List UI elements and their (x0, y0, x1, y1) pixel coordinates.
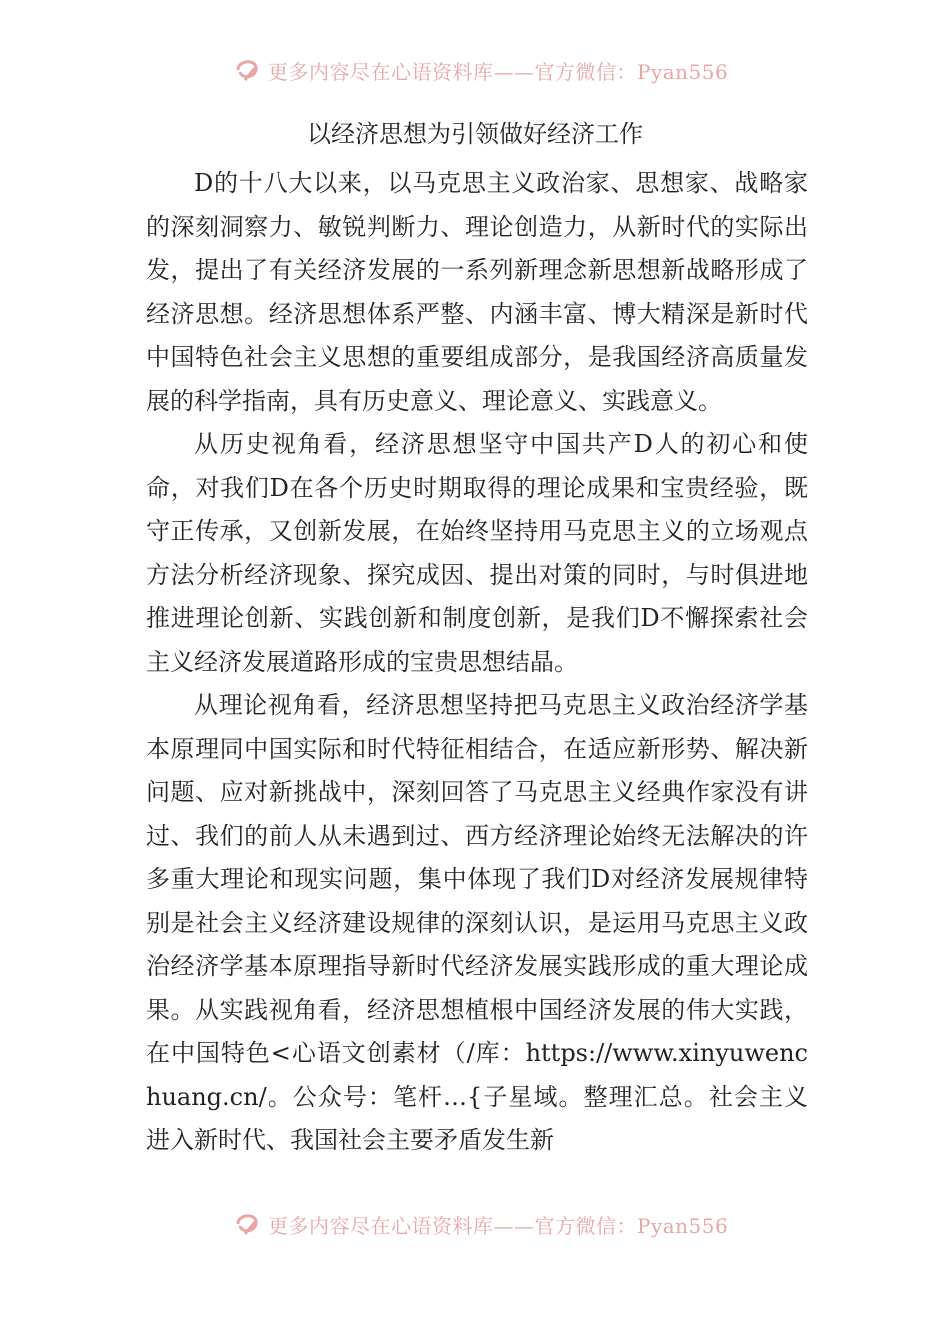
paragraph: D的十八大以来，以马克思主义政治家、思想家、战略家的深刻洞察力、敏锐判断力、理论创造力，从新时代的实际出发，提出了有关经济发展的一系列新理念新思想新战略形成了经济思想。经济思想体系严整、内涵丰富、博大精深是新时代中国特色社会主义思想的重要组成部分，是我国经济高质量发展的科学指南，具有历史意义、理论意义、实践意义。 (146, 169, 808, 415)
seal-logo-icon (235, 58, 261, 82)
watermark-text: 更多内容尽在心语资料库——官方微信：Pyan556 (268, 1214, 729, 1238)
document-body (146, 162, 808, 1163)
document-title: 以经济思想为引领做好经济工作 (307, 120, 643, 148)
seal-logo-icon (235, 1212, 261, 1236)
paragraph: 从理论视角看，经济思想坚持把马克思主义政治经济学基本原理同中国实际和时代特征相结合，在适应新形势、解决新问题、应对新挑战中，深刻回答了马克思主义经典作家没有讲过、我们的前人从未遇到过、西方经济理论始终无法解决的许多重大理论和现实问题，集中体现了我们D对经济发展规律特别是社会主义经济建设规律的深刻认识，是运用马克思主义政治经济学基本原理指导新时代经济发展实践形成的重大理论成果。从实践视角看，经济思想植根中国经济发展的伟大实践，在中国特色<心语文创素材（/库：https://www.xinyuwenchuang.cn/。公众号：笔杆…{子星域。整理汇总。社会主义进入新时代、我国社会主要矛盾发生新 (146, 691, 808, 1154)
header-watermark-banner (0, 50, 950, 90)
watermark-text: 更多内容尽在心语资料库——官方微信：Pyan556 (268, 60, 729, 84)
footer-watermark-banner (0, 1204, 950, 1244)
paragraph: 从历史视角看，经济思想坚守中国共产D人的初心和使命，对我们D在各个历史时期取得的理论成果和宝贵经验，既守正传承，又创新发展，在始终坚持用马克思主义的立场观点方法分析经济现象、探究成因、提出对策的同时，与时俱进地推进理论创新、实践创新和制度创新，是我们D不懈探索社会主义经济发展道路形成的宝贵思想结晶。 (146, 430, 808, 676)
